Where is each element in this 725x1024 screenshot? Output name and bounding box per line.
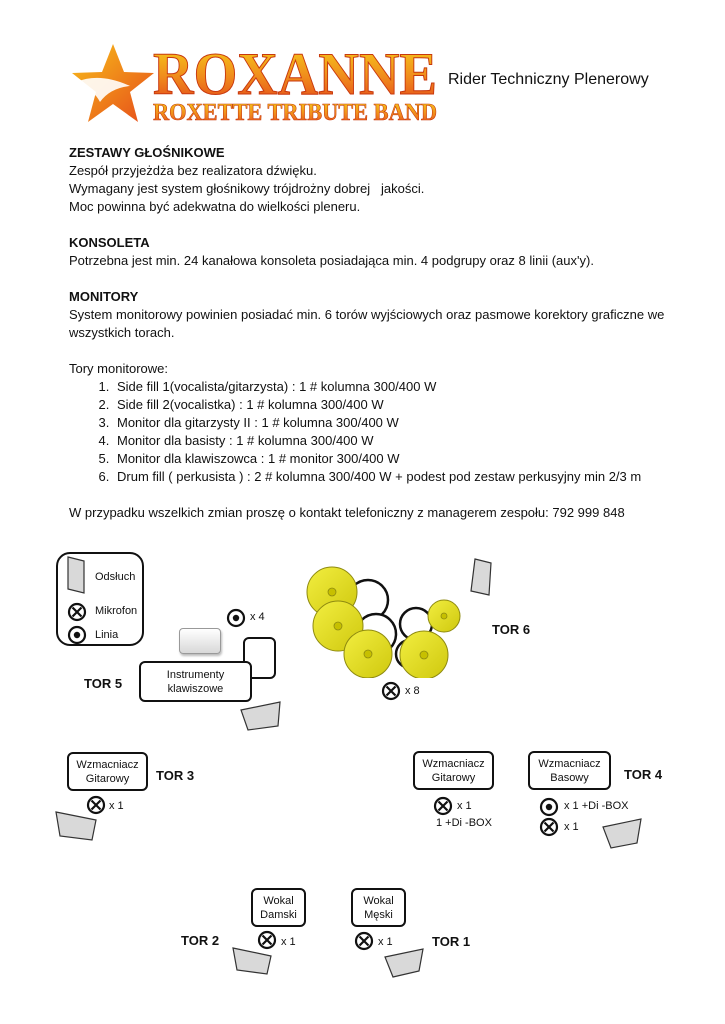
guitar-left-mic-count: x 1 [109, 800, 124, 812]
contact-text: W przypadku wszelkich zmian proszę o kontakt telefoniczny z managerem zespołu: 792 999 848 [69, 505, 625, 520]
speakers-line: Moc powinna być adekwatna do wielkości pleneru. [69, 199, 361, 214]
keyboard-stand-icon [179, 628, 221, 654]
legend-mic-icon [67, 602, 87, 622]
drums-mic-icon [381, 681, 401, 701]
guitar-right-mic-icon [433, 796, 453, 816]
bass-line-icon [539, 797, 559, 817]
vocal-male-monitor-icon [381, 945, 427, 981]
guitar-right-mic-count: x 1 [457, 800, 472, 812]
console-text: Potrzebna jest min. 24 kanałowa konsoleta posiadająca min. 4 podgrupy oraz 8 linii (aux'y). [69, 253, 594, 268]
vocal-female-box: Wokal Damski [251, 888, 306, 927]
vocal-male-mic-count: x 1 [378, 936, 393, 948]
speakers-line: Zespół przyjeżdża bez realizatora dźwięku. [69, 163, 317, 178]
tor6-label: TOR 6 [492, 622, 531, 637]
drums-mic-count: x 8 [405, 685, 420, 697]
bass-amp-box: Wzmacniacz Basowy [528, 751, 611, 790]
keys-monitor-icon [238, 700, 284, 732]
track-item: 4. Monitor dla basisty : 1 # kolumna 300/400 W [113, 432, 699, 450]
track-item: 6. Drum fill ( perkusista ) : 2 # kolumna 300/400 W + podest pod zestaw perkusyjny min 2/3 m [113, 468, 699, 486]
legend-line-icon [67, 625, 87, 645]
legend-mic-label: Mikrofon [95, 605, 138, 617]
drum-monitor-icon [469, 557, 493, 597]
tor1-label: TOR 1 [432, 934, 471, 949]
document-title: Rider Techniczny Plenerowy [448, 71, 649, 88]
tracks-list [69, 378, 699, 486]
rider-body [69, 144, 699, 522]
bass-mic-count: x 1 [564, 821, 579, 833]
tor4-label: TOR 4 [624, 767, 663, 782]
track-item: 5. Monitor dla klawiszowca : 1 # monitor 300/400 W [113, 450, 699, 468]
vocal-male-box: Wokal Męski [351, 888, 406, 927]
keys-box: Instrumenty klawiszowe [139, 661, 252, 702]
vocal-female-monitor-icon [229, 944, 275, 978]
speakers-heading: ZESTAWY GŁOŚNIKOWE [69, 145, 225, 160]
legend-monitor-icon [66, 555, 86, 595]
svg-text:ROXETTE TRIBUTE BAND: ROXETTE TRIBUTE BAND [153, 100, 437, 126]
bass-monitor-icon [599, 815, 645, 851]
guitar-right-amp-box: Wzmacniacz Gitarowy [413, 751, 494, 790]
tracks-label: Tory monitorowe: [69, 361, 168, 376]
guitar-right-dibox: 1 +Di -BOX [436, 817, 492, 829]
track-item: 1. Side fill 1(vocalista/gitarzysta) : 1 # kolumna 300/400 W [113, 378, 699, 396]
keys-line-icon [226, 608, 246, 628]
speakers-line: Wymagany jest system głośnikowy trójdrożny dobrej jakości. [69, 181, 425, 196]
keys-line-count: x 4 [250, 611, 265, 623]
guitar-left-amp-box: Wzmacniacz Gitarowy [67, 752, 148, 791]
tor3-label: TOR 3 [156, 768, 195, 783]
tor5-label: TOR 5 [84, 676, 123, 691]
track-item: 2. Side fill 2(vocalistka) : 1 # kolumna 300/400 W [113, 396, 699, 414]
guitar-left-monitor-icon [52, 808, 100, 842]
vocal-female-mic-count: x 1 [281, 936, 296, 948]
svg-text:ROXANNE: ROXANNE [153, 41, 437, 102]
logo-title [150, 38, 440, 102]
legend-line-label: Linia [95, 629, 119, 641]
legend-monitor-label: Odsłuch [95, 571, 136, 583]
drum-kit-icon [300, 560, 470, 678]
monitors-text: System monitorowy powinien posiadać min. 6 torów wyjściowych oraz pasmowe korektory graficzne we wszystkich torach. [69, 307, 665, 340]
tor2-label: TOR 2 [181, 933, 220, 948]
vocal-male-mic-icon [354, 931, 374, 951]
logo-subtitle [150, 96, 440, 126]
monitors-heading: MONITORY [69, 289, 139, 304]
logo-star-icon [70, 42, 156, 124]
console-heading: KONSOLETA [69, 235, 150, 250]
bass-line-count: x 1 +Di -BOX [564, 800, 629, 812]
bass-mic-icon [539, 817, 559, 837]
track-item: 3. Monitor dla gitarzysty II : 1 # kolumna 300/400 W [113, 414, 699, 432]
